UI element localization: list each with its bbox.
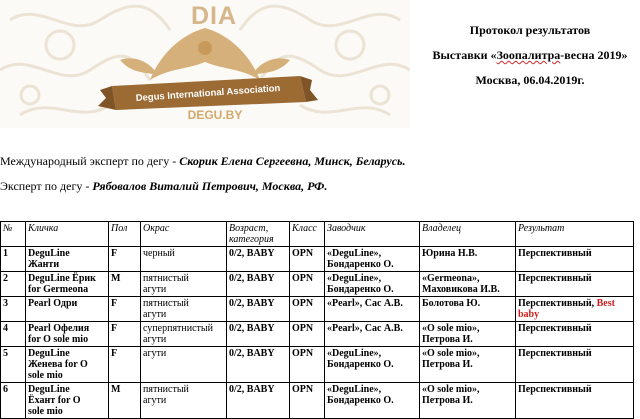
owner-line1: «O sole mio», — [422, 348, 480, 359]
dia-logo — [0, 0, 410, 128]
age-value: 0/2, BABY — [229, 348, 275, 359]
cell-class — [290, 322, 325, 347]
color-line1: пятнистый — [143, 298, 189, 309]
owner-line2: Петрова И. — [422, 334, 473, 345]
table-row — [1, 383, 634, 419]
age-value: 0/2, BABY — [229, 248, 275, 259]
document-header — [425, 18, 635, 93]
result-value: Перспективный — [518, 384, 592, 395]
cell-result — [516, 297, 634, 322]
breeder-line1: «DeguLine», — [327, 248, 382, 259]
cell-owner — [420, 272, 516, 297]
owner-line1: Юрина Н.В. — [422, 248, 478, 259]
header-name: Кличка — [26, 222, 109, 247]
cell-breeder — [325, 247, 420, 272]
name-line1: DeguLine — [28, 248, 70, 259]
color-line1: суперпятнистый — [143, 323, 213, 334]
cell-sex — [109, 272, 141, 297]
sex-value: M — [111, 384, 121, 395]
cell-num — [1, 347, 26, 383]
international-expert-line — [0, 152, 406, 177]
cell-breeder — [325, 347, 420, 383]
experts-block — [0, 152, 406, 202]
header-color: Окрас — [141, 222, 227, 247]
logo-letters: DIA — [190, 2, 238, 30]
name-line1: DeguLine Ёрик — [28, 273, 96, 284]
cell-owner — [420, 383, 516, 419]
international-expert-label: Международный эксперт по дегу - — [0, 154, 180, 168]
name-line1: Pearl Офелия — [28, 323, 90, 334]
result-value: Перспективный — [518, 273, 592, 284]
cell-class — [290, 383, 325, 419]
cell-result — [516, 272, 634, 297]
header-age-line2: категория — [229, 234, 274, 245]
cell-class — [290, 247, 325, 272]
header-sex: Пол — [109, 222, 141, 247]
cell-color — [141, 297, 227, 322]
cell-sex — [109, 322, 141, 347]
cell-owner — [420, 322, 516, 347]
cell-color — [141, 347, 227, 383]
header-breeder: Заводчик — [325, 222, 420, 247]
cell-sex — [109, 297, 141, 322]
exhibition-name-spellcheck: Зоопалитра — [496, 48, 561, 62]
class-value: OPN — [292, 348, 314, 359]
header-age-line1: Возраст, — [229, 223, 269, 234]
result-value: Перспективный — [518, 248, 592, 259]
age-value: 0/2, BABY — [229, 323, 275, 334]
cell-age — [227, 322, 290, 347]
cell-breeder — [325, 322, 420, 347]
color-line1: черный — [143, 248, 175, 259]
cell-num — [1, 297, 26, 322]
table-row — [1, 272, 634, 297]
cell-class — [290, 272, 325, 297]
header-title: Протокол результатов — [469, 23, 591, 37]
row-num: 6 — [3, 384, 8, 395]
cell-age — [227, 247, 290, 272]
owner-line1: «Germeona», — [422, 273, 480, 284]
cell-sex — [109, 247, 141, 272]
cell-color — [141, 383, 227, 419]
table-row — [1, 322, 634, 347]
cell-name — [26, 247, 109, 272]
cell-color — [141, 247, 227, 272]
logo-url: DEGU.BY — [187, 108, 243, 122]
results-table — [0, 221, 634, 419]
breeder-line2: Бондаренко О. — [327, 284, 394, 295]
name-line3: sole mio — [28, 406, 63, 417]
name-line2: for Germeona — [28, 284, 89, 295]
owner-line1: «O sole mio», — [422, 384, 480, 395]
international-expert-name: Скорик Елена Сергеевна, Минск, Беларусь. — [179, 154, 406, 168]
expert-label: Эксперт по дегу - — [0, 179, 93, 193]
cell-num — [1, 247, 26, 272]
header-num: № — [1, 222, 26, 247]
breeder-line1: «Pearl», Сас А.В. — [327, 298, 403, 309]
color-line2: агути — [143, 309, 167, 320]
cell-color — [141, 272, 227, 297]
breeder-line1: «DeguLine», — [327, 273, 382, 284]
cell-age — [227, 383, 290, 419]
header-class: Класс — [290, 222, 325, 247]
name-line2: Женева for O — [28, 359, 88, 370]
cell-sex — [109, 347, 141, 383]
header-owner: Владелец — [420, 222, 516, 247]
class-value: OPN — [292, 298, 314, 309]
owner-line2: Маховикова И.В. — [422, 284, 500, 295]
class-value: OPN — [292, 384, 314, 395]
header-exhibition — [425, 43, 635, 68]
cell-name — [26, 272, 109, 297]
cell-age — [227, 347, 290, 383]
cell-color — [141, 322, 227, 347]
sex-value: F — [111, 323, 118, 334]
result-value: Перспективный — [518, 348, 592, 359]
cell-breeder — [325, 383, 420, 419]
cell-name — [26, 347, 109, 383]
cell-result — [516, 383, 634, 419]
color-line2: агути — [143, 284, 167, 295]
cell-name — [26, 383, 109, 419]
sex-value: F — [111, 248, 118, 259]
expert-line — [0, 177, 406, 202]
breeder-line1: «DeguLine», — [327, 384, 382, 395]
class-value: OPN — [292, 323, 314, 334]
table-row — [1, 297, 634, 322]
results-body — [1, 247, 634, 419]
breeder-line2: Бондаренко О. — [327, 395, 394, 406]
sex-value: F — [111, 348, 118, 359]
age-value: 0/2, BABY — [229, 273, 275, 284]
breeder-line2: Бондаренко О. — [327, 359, 394, 370]
cell-owner — [420, 347, 516, 383]
cell-result — [516, 347, 634, 383]
row-num: 1 — [3, 248, 8, 259]
cell-age — [227, 272, 290, 297]
cell-class — [290, 297, 325, 322]
color-line1: пятнистый — [143, 384, 189, 395]
class-value: OPN — [292, 248, 314, 259]
class-value: OPN — [292, 273, 314, 284]
cell-age — [227, 297, 290, 322]
breeder-line1: «DeguLine», — [327, 348, 382, 359]
header-age — [227, 222, 290, 247]
name-line1: DeguLine — [28, 384, 70, 395]
cell-breeder — [325, 272, 420, 297]
cell-result — [516, 247, 634, 272]
result-award: Best baby — [518, 298, 615, 320]
row-num: 4 — [3, 323, 8, 334]
cell-sex — [109, 383, 141, 419]
owner-line2: Петрова И. — [422, 359, 473, 370]
exhibition-prefix: Выставки « — [432, 48, 497, 62]
color-line2: агути — [143, 334, 167, 345]
color-line2: агути — [143, 395, 167, 406]
name-line2: Жанти — [28, 259, 60, 270]
name-line1: DeguLine — [28, 348, 70, 359]
color-line1: пятнистый — [143, 273, 189, 284]
expert-name: Рябовалов Виталий Петрович, Москва, РФ. — [92, 179, 328, 193]
table-row — [1, 347, 634, 383]
sex-value: M — [111, 273, 121, 284]
breeder-line1: «Pearl», Сас А.В. — [327, 323, 403, 334]
owner-line1: Болотова Ю. — [422, 298, 481, 309]
result-value: Перспективный, — [518, 298, 595, 309]
row-num: 5 — [3, 348, 8, 359]
owner-line1: «O sole mio», — [422, 323, 480, 334]
exhibition-suffix: -весна 2019» — [560, 48, 628, 62]
table-row — [1, 247, 634, 272]
header-place-date: Москва, 06.04.2019г. — [475, 73, 585, 87]
cell-num — [1, 322, 26, 347]
age-value: 0/2, BABY — [229, 384, 275, 395]
cell-owner — [420, 297, 516, 322]
cell-name — [26, 297, 109, 322]
cell-num — [1, 272, 26, 297]
name-line2: for O sole mio — [28, 334, 89, 345]
name-line3: sole mio — [28, 370, 63, 381]
age-value: 0/2, BABY — [229, 298, 275, 309]
sex-value: F — [111, 298, 118, 309]
color-line1: агути — [143, 348, 167, 359]
cell-breeder — [325, 297, 420, 322]
row-num: 3 — [3, 298, 8, 309]
row-num: 2 — [3, 273, 8, 284]
result-value: Перспективный — [518, 323, 592, 334]
cell-name — [26, 322, 109, 347]
cell-result — [516, 322, 634, 347]
logo-ribbon-text: Degus International Association — [135, 82, 281, 105]
owner-line2: Петрова И. — [422, 395, 473, 406]
header-result: Результат — [516, 222, 634, 247]
table-header-row — [1, 222, 634, 247]
cell-class — [290, 347, 325, 383]
cell-owner — [420, 247, 516, 272]
breeder-line2: Бондаренко О. — [327, 259, 394, 270]
name-line2: Ёхант for O — [28, 395, 81, 406]
name-line1: Pearl Одри — [28, 298, 78, 309]
cell-num — [1, 383, 26, 419]
